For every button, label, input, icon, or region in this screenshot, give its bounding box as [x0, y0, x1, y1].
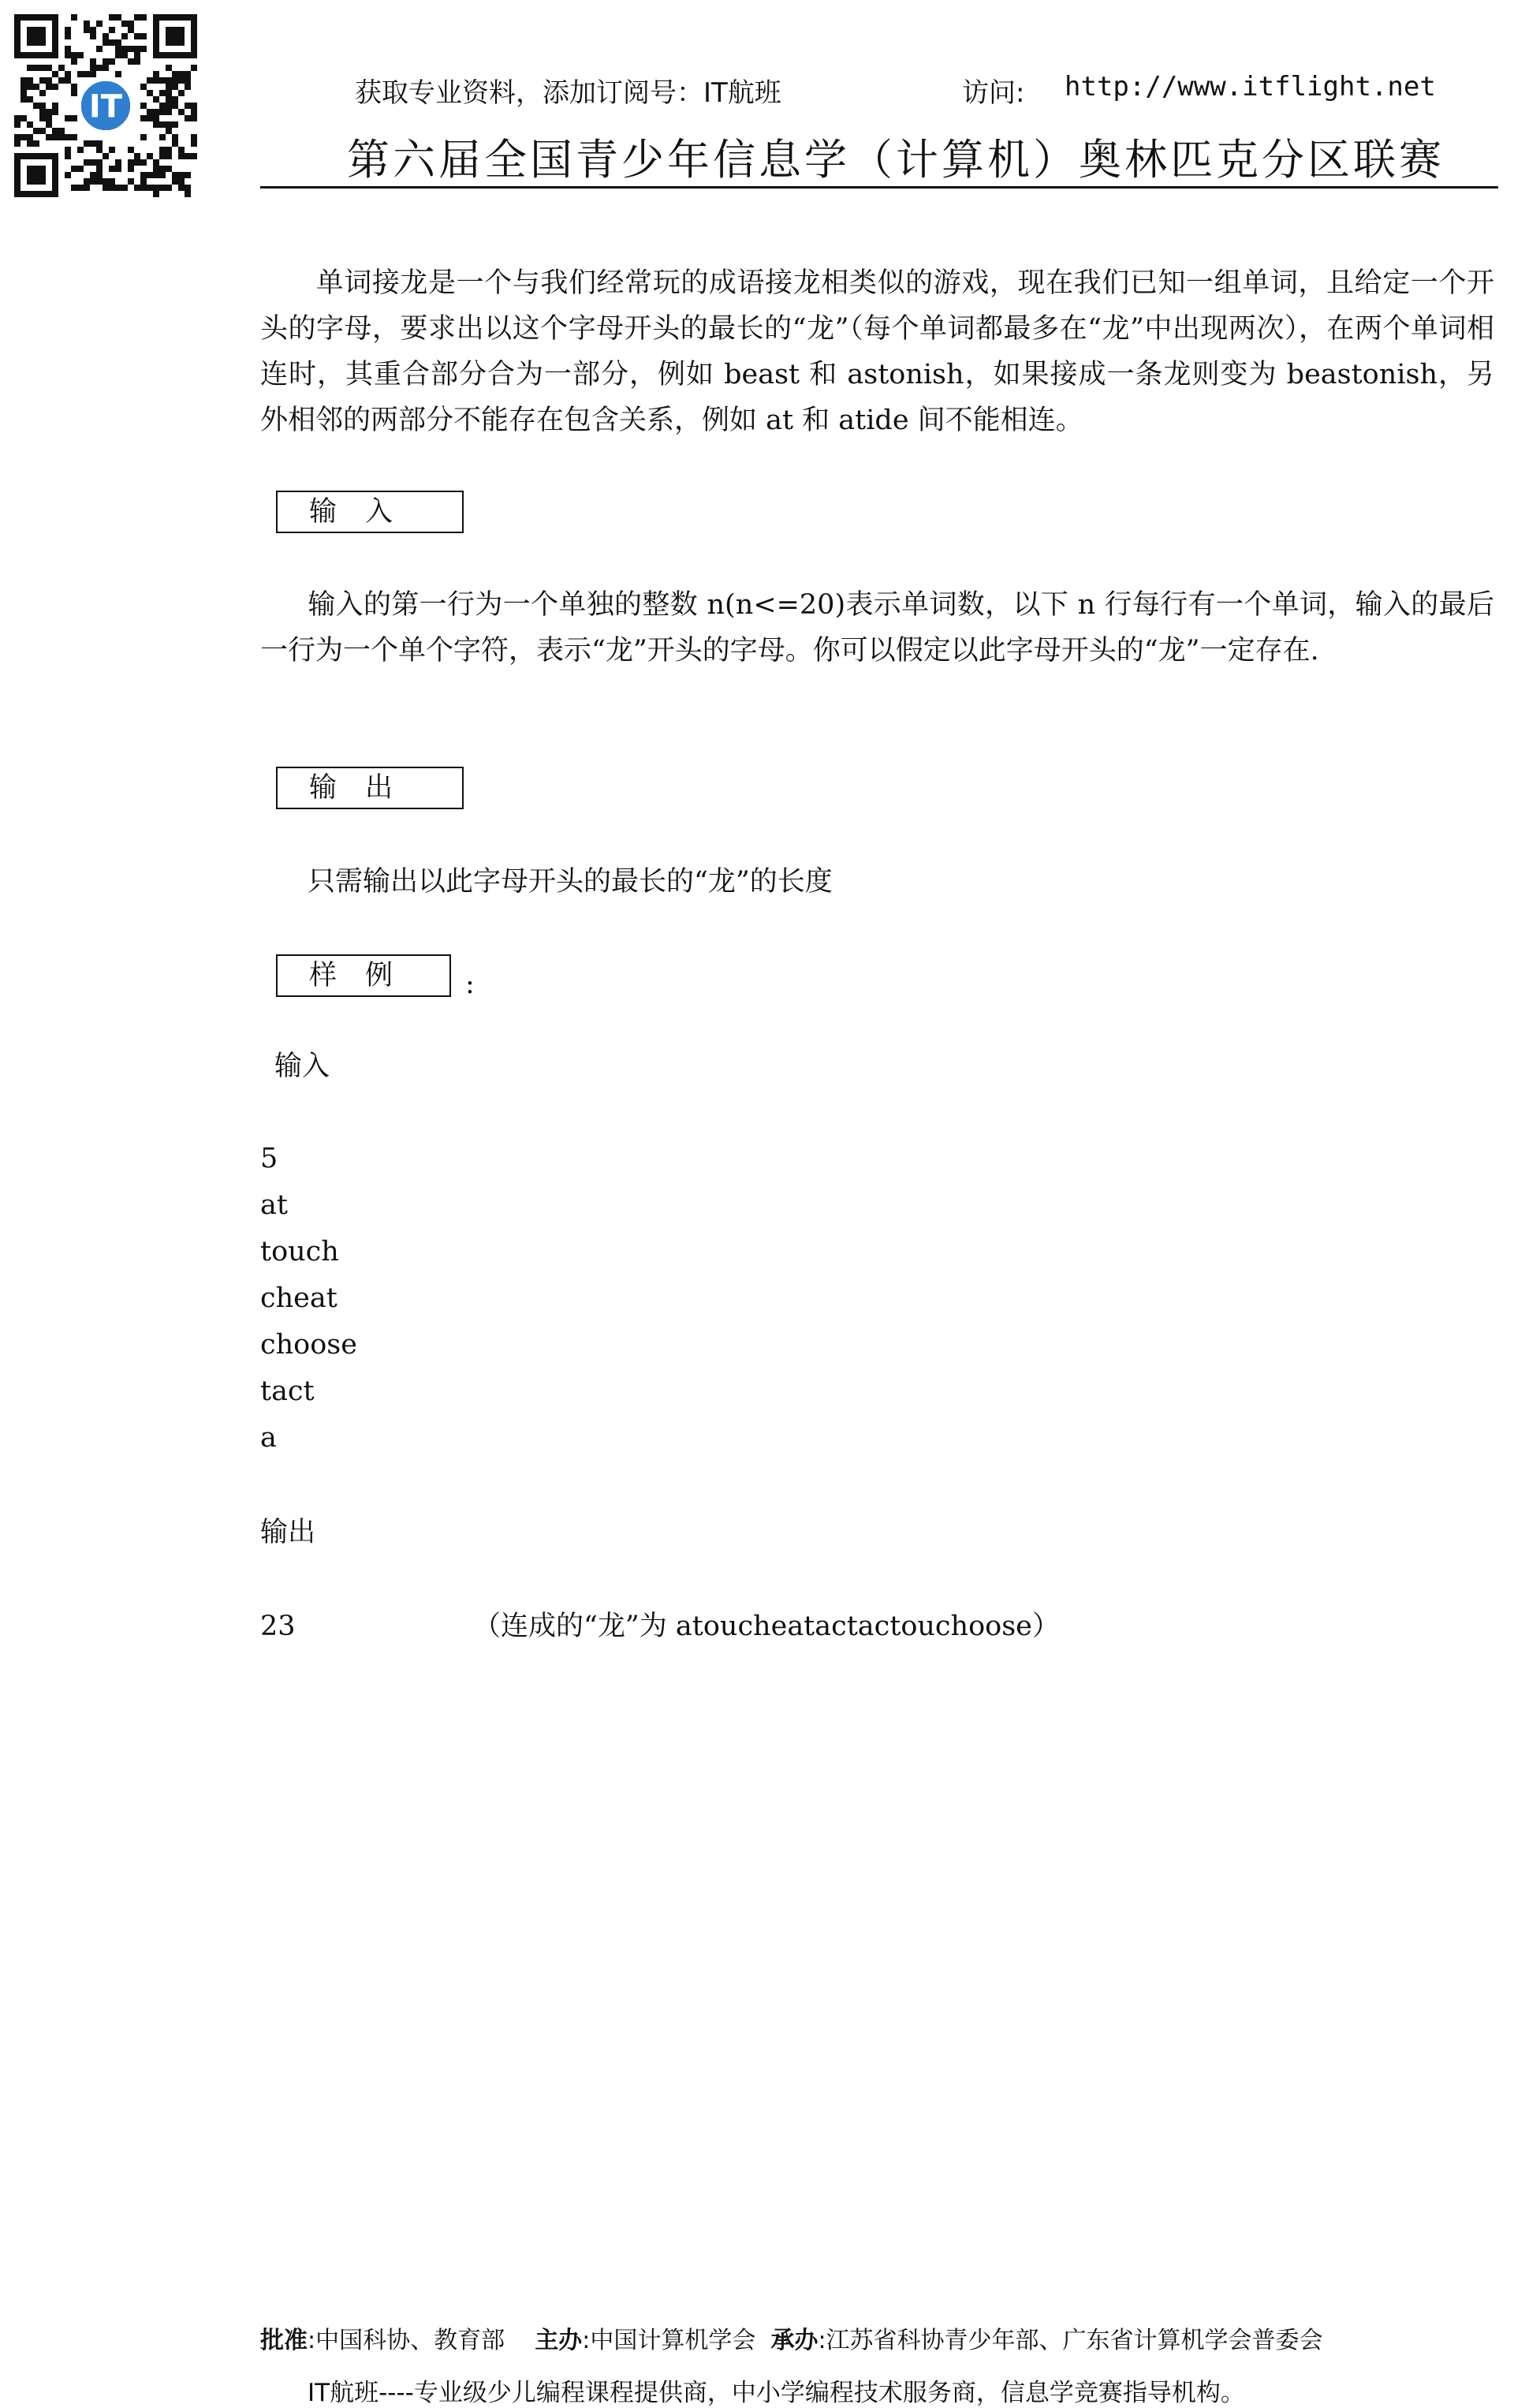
sample-input-line: 5	[260, 1143, 278, 1174]
approve-value: :中国科协、教育部	[308, 2327, 505, 2354]
problem-description-text: 单词接龙是一个与我们经常玩的成语接龙相类似的游戏，现在我们已知一组单词，且给定一个开头的字母，要求出以这个字母开头的最长的“龙”（每个单词都最多在“龙”中出现两次），在两个单词相连时，其重合部分合为一部分，例如 beast 和 astonish，如果接成一条龙则变为 beastonish，另外相邻的两部分不能存在包含关系，例如 at 和 atide 间不能相连。	[260, 267, 1494, 436]
sample-input-label: 输入	[274, 1051, 330, 1082]
input-description-text: 输入的第一行为一个单独的整数 n(n<=20)表示单词数，以下 n 行每行有一个单词，输入的最后一行为一个单个字符，表示“龙”开头的字母。你可以假定以此字母开头的“龙”一定存在.	[260, 589, 1494, 666]
sample-colon: :	[465, 969, 475, 1000]
approve-label: 批准	[260, 2327, 308, 2354]
sample-section-heading: 样例	[276, 954, 451, 997]
footer-sponsors	[260, 2320, 1323, 2355]
organizer-value: :江苏省科协青少年部、广东省计算机学会普委会	[818, 2327, 1323, 2354]
header-divider	[260, 186, 1498, 189]
visit-label: 访问:	[962, 77, 1025, 109]
input-section-heading: 输入	[276, 491, 464, 533]
organizer-label: 承办	[770, 2327, 819, 2354]
host-label: 主办	[535, 2327, 583, 2354]
sample-input-line: choose	[260, 1329, 357, 1361]
footer-tagline: IT航班----专业级少儿编程课程提供商，中小学编程技术服务商，信息学竞赛指导机构。	[308, 2379, 1245, 2407]
header-subscribe-row	[355, 71, 1490, 115]
host-value: :中国计算机学会	[582, 2327, 756, 2354]
sample-output-value: 23	[260, 1611, 296, 1642]
sample-output-note: （连成的“龙”为 atoucheatactactouchoose）	[473, 1611, 1060, 1642]
sample-input-line: touch	[260, 1236, 339, 1267]
sample-output-label: 输出	[260, 1517, 316, 1548]
sample-input-line: tact	[260, 1376, 315, 1407]
output-description: 只需输出以此字母开头的最长的“龙”的长度	[308, 866, 833, 898]
qr-code-image	[14, 14, 197, 197]
input-description	[260, 582, 1494, 674]
sample-input-line: at	[260, 1189, 288, 1221]
site-url-link[interactable]: http://www.itflight.net	[1065, 71, 1436, 103]
sample-input-line: a	[260, 1422, 277, 1454]
page-title: 第六届全国青少年信息学（计算机）奥林匹克分区联赛	[347, 135, 1445, 185]
qr-logo-text: IT	[88, 88, 123, 125]
problem-description	[260, 260, 1494, 443]
sample-input-line: cheat	[260, 1282, 337, 1314]
subscribe-text: 获取专业资料，添加订阅号：IT航班	[355, 77, 781, 109]
output-section-heading: 输出	[276, 767, 464, 809]
